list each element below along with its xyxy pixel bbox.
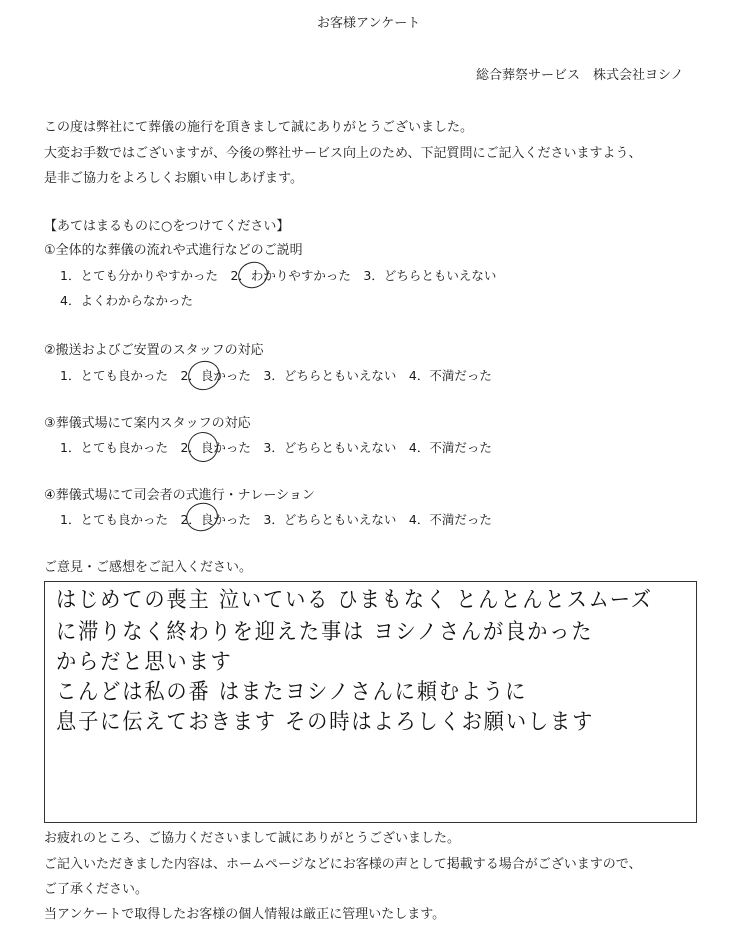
question-4-options: 1．とても良かった 2．良かった 3．どちらともいえない 4．不満だった xyxy=(60,512,492,527)
closing-line-2: ご記入いただきました内容は、ホームページなどにお客様の声として掲載する場合がございますので、 xyxy=(44,857,642,872)
question-2-answer-circle xyxy=(184,357,223,394)
handwritten-line-5: 息子に伝えておきます その時はよろしくお願いします xyxy=(56,710,595,735)
question-3-title: ③葬儀式場にて案内スタッフの対応 xyxy=(44,416,251,431)
document-title: お客様アンケート xyxy=(317,16,421,31)
closing-line-1: お疲れのところ、ご協力くださいまして誠にありがとうございました。 xyxy=(44,831,461,846)
question-2-options: 1．とても良かった 2．良かった 3．どちらともいえない 4．不満だった xyxy=(60,368,492,383)
handwritten-line-3: からだと思います xyxy=(56,650,233,675)
company-name: 総合葬祭サービス 株式会社ヨシノ xyxy=(476,68,684,83)
question-4-title: ④葬儀式場にて司会者の式進行・ナレーション xyxy=(44,488,315,503)
question-1-options-line-1: 1．とても分かりやすかった 2．わかりやすかった 3．どちらともいえない xyxy=(60,268,497,283)
handwritten-line-2: に滞りなく終わりを迎えた事は ヨシノさんが良かった xyxy=(56,620,594,645)
question-4-answer-circle xyxy=(182,499,221,536)
handwritten-line-1: はじめての喪主 泣いている ひまもなく とんとんとスムーズ xyxy=(56,588,653,613)
intro-line-2: 大変お手数ではございますが、今後の弊社サービス向上のため、下記質問にご記入くださいますよう、 xyxy=(44,146,642,161)
comment-label: ご意見・ご感想をご記入ください。 xyxy=(44,560,253,575)
question-1-title: ①全体的な葬儀の流れや式進行などのご説明 xyxy=(44,243,303,258)
intro-line-1: この度は弊社にて葬儀の施行を頂きまして誠にありがとうございました。 xyxy=(44,120,474,135)
question-1-answer-circle xyxy=(235,258,272,292)
intro-line-3: 是非ご協力をよろしくお願い申しあげます。 xyxy=(44,171,303,186)
closing-line-3: ご了承ください。 xyxy=(44,882,149,897)
question-3-answer-circle xyxy=(184,428,222,466)
question-1-options-line-2: 4．よくわからなかった xyxy=(60,293,193,308)
instruction: 【あてはまるものに○をつけてください】 xyxy=(44,219,290,234)
question-3-options: 1．とても良かった 2．良かった 3．どちらともいえない 4．不満だった xyxy=(60,440,492,455)
handwritten-line-4: こんどは私の番 はまたヨシノさんに頼むように xyxy=(56,680,528,705)
closing-line-4: 当アンケートで取得したお客様の個人情報は厳正に管理いたします。 xyxy=(44,907,446,922)
question-2-title: ②搬送およびご安置のスタッフの対応 xyxy=(44,343,264,358)
